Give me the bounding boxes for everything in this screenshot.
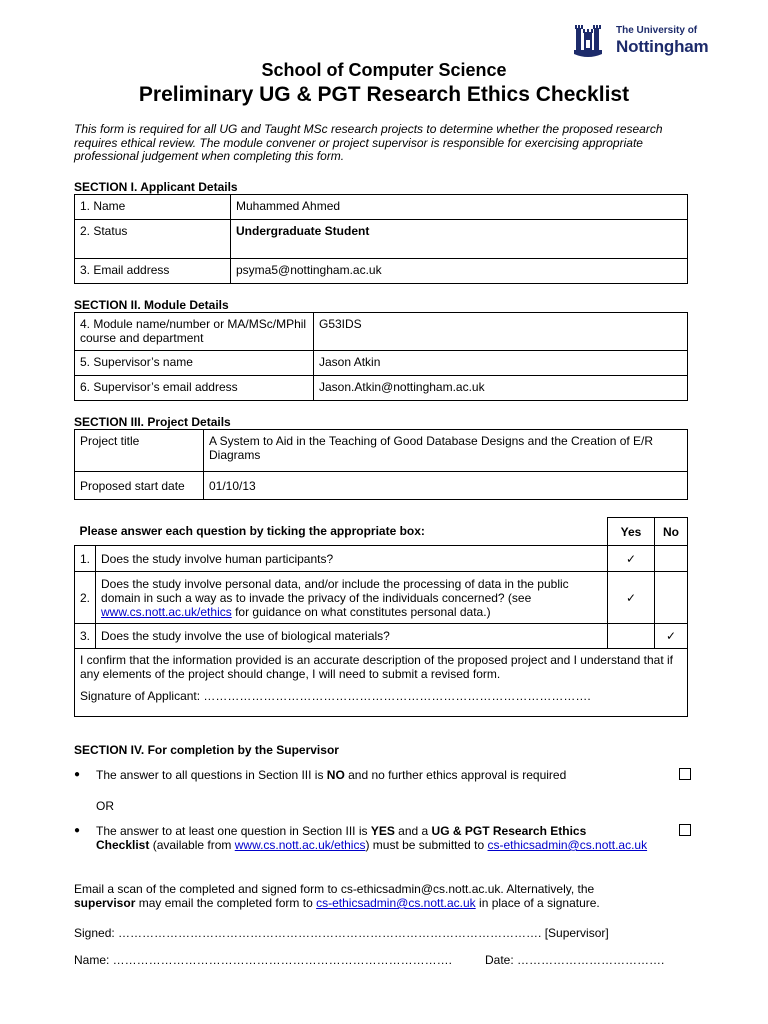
start-date-value: 01/10/13 <box>204 472 688 500</box>
q2-text-b: for guidance on what constitutes personal data.) <box>231 604 491 619</box>
email-instructions: Email a scan of the completed and signed form to cs-ethicsadmin@cs.nott.ac.uk. Alternatively, the supervisor may email the completed form to cs-ethicsadmin@cs.nott.ac.uk in place of a signature. <box>74 882 600 910</box>
confirmation-text: I confirm that the information provided is an accurate description of the proposed project and I understand that if any elements of the project should change, I will need to submit a revised form. <box>80 653 674 681</box>
q2-number: 2. <box>75 572 96 624</box>
section3-heading: SECTION III. Project Details <box>74 415 231 429</box>
q1-yes-cell[interactable]: ✓ <box>608 546 655 572</box>
supervisor-name-label: 5. Supervisor’s name <box>75 351 314 376</box>
confirmation-cell <box>75 649 688 717</box>
supervisor-name-line[interactable]: Name: …………………………………………………………………………. <box>74 953 453 967</box>
option-no-checkbox[interactable] <box>679 768 691 780</box>
intro-text: This form is required for all UG and Taught MSc research projects to determine whether the proposed research requires ethical review. The module convener or project supervisor is responsible for exercising appropriate professional judgement when completing this form. <box>74 122 663 163</box>
logo-line2: Nottingham <box>616 37 709 56</box>
module-value: G53IDS <box>314 313 688 351</box>
q2-no-cell[interactable] <box>655 572 688 624</box>
no-header: No <box>655 518 688 546</box>
questions-table <box>74 517 688 717</box>
q3-no-cell[interactable]: ✓ <box>655 624 688 649</box>
yes-header: Yes <box>608 518 655 546</box>
supervisor-signed-line[interactable]: Signed: ……………………………………………………………………………………………. [Supervisor] <box>74 926 609 940</box>
section4-heading: SECTION IV. For completion by the Supervisor <box>74 743 339 757</box>
ethics-link[interactable]: www.cs.nott.ac.uk/ethics <box>101 604 232 619</box>
bullet-icon: ● <box>74 769 81 780</box>
q2-text-a: Does the study involve personal data, and/or include the processing of data in the public domain in such a way as to invade the privacy of the individuals concerned? (see <box>101 576 569 605</box>
q3-yes-cell[interactable] <box>608 624 655 649</box>
logo-line1: The University of <box>616 25 698 36</box>
project-title-label: Project title <box>75 430 204 472</box>
option-no-text: The answer to all questions in Section III is NO and no further ethics approval is required <box>96 768 567 782</box>
section1-heading: SECTION I. Applicant Details <box>74 180 238 194</box>
section2-heading: SECTION II. Module Details <box>74 298 229 312</box>
q3-text: Does the study involve the use of biological materials? <box>96 624 608 649</box>
project-details-table <box>74 429 688 500</box>
name-value: Muhammed Ahmed <box>231 195 688 220</box>
project-title-value: A System to Aid in the Teaching of Good Database Designs and the Creation of E/R Diagrams <box>204 430 688 472</box>
option-yes-checkbox[interactable] <box>679 824 691 836</box>
ethicsadmin-email-link-2[interactable]: cs-ethicsadmin@cs.nott.ac.uk <box>316 896 476 910</box>
ethicsadmin-email-link[interactable]: cs-ethicsadmin@cs.nott.ac.uk <box>487 838 648 852</box>
applicant-signature-line[interactable]: Signature of Applicant: ……………………………………………………………………………………. <box>80 689 591 703</box>
q2-yes-cell[interactable]: ✓ <box>608 572 655 624</box>
start-date-label: Proposed start date <box>75 472 204 500</box>
date-line[interactable]: Date: ………………………………. <box>485 953 665 967</box>
ethics-link-2[interactable]: www.cs.nott.ac.uk/ethics <box>234 838 366 852</box>
name-label: 1. Name <box>75 195 231 220</box>
status-label: 2. Status <box>75 220 231 259</box>
supervisor-email-label: 6. Supervisor’s email address <box>75 376 314 401</box>
page-title: Preliminary UG & PGT Research Ethics Checklist <box>138 83 630 106</box>
email-label: 3. Email address <box>75 259 231 284</box>
q1-text: Does the study involve human participants? <box>96 546 608 572</box>
applicant-details-table <box>74 194 688 284</box>
q2-text <box>96 572 608 624</box>
q1-no-cell[interactable] <box>655 546 688 572</box>
supervisor-email-value: Jason.Atkin@nottingham.ac.uk <box>314 376 688 401</box>
option-yes-text: The answer to at least one question in Section III is YES and a UG & PGT Research Ethics Checklist (available from www.cs.nott.ac.uk/ethics) must be submitted to cs-ethicsadmin@cs.nott.ac.uk <box>96 824 648 852</box>
q1-number: 1. <box>75 546 96 572</box>
school-name: School of Computer Science <box>261 60 507 80</box>
bullet-icon: ● <box>74 825 81 836</box>
email-value: psyma5@nottingham.ac.uk <box>231 259 688 284</box>
questions-instruction: Please answer each question by ticking the appropriate box: <box>75 518 608 546</box>
module-label: 4. Module name/number or MA/MSc/MPhil course and department <box>75 313 314 351</box>
q3-number: 3. <box>75 624 96 649</box>
supervisor-name-value: Jason Atkin <box>314 351 688 376</box>
status-value: Undergraduate Student <box>231 220 688 259</box>
module-details-table <box>74 312 688 401</box>
university-logo <box>616 25 708 56</box>
or-text: OR <box>96 799 114 813</box>
